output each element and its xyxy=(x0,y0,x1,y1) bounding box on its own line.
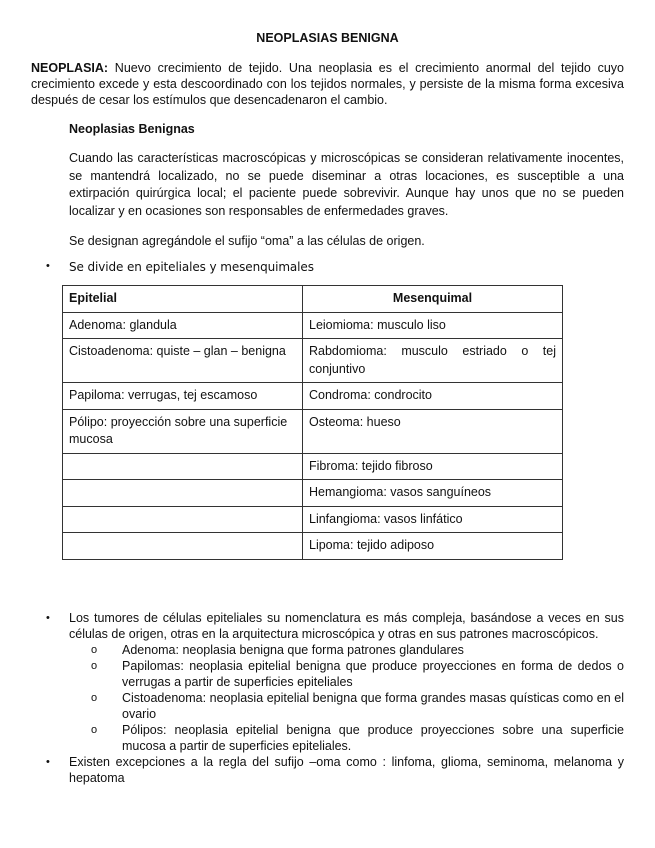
table-row xyxy=(63,383,563,410)
table-cell: Condroma: condrocito xyxy=(303,383,563,410)
intro-paragraph xyxy=(31,60,624,108)
table-cell: Fibroma: tejido fibroso xyxy=(303,453,563,480)
bullet-icon: • xyxy=(46,260,50,272)
paragraph-suffix-rule: Se designan agregándole el sufijo “oma” a las células de origen. xyxy=(69,234,425,248)
sub-list-item xyxy=(31,690,624,722)
table-row xyxy=(63,533,563,560)
bullet-division-text: Se divide en epiteliales y mesenquimales xyxy=(69,260,314,274)
classification-table xyxy=(62,285,563,560)
sub-bullet-icon: o xyxy=(91,692,98,704)
table-cell-empty xyxy=(63,533,303,560)
table-cell-empty xyxy=(63,480,303,507)
section-subheading: Neoplasias Benignas xyxy=(69,122,195,136)
header-mesenquimal: Mesenquimal xyxy=(303,286,563,313)
paragraph-benign-description: Cuando las características macroscópicas y microscópicas se consideran relativamente inocentes, se mantendrá localizado, no se puede diseminar a otras locaciones, es susceptible a una extirpación quirúrgica local; el paciente puede sobrevivir. Aunque hay unos que no se pueden localizar y en ocasiones son responsables de enfermedades graves. xyxy=(69,151,624,218)
table-row xyxy=(63,480,563,507)
sub-list-item-text: Papilomas: neoplasia epitelial benigna que produce proyecciones en forma de dedos o verrugas a partir de superficies epiteliales xyxy=(122,659,624,689)
table-header-row xyxy=(63,286,563,313)
table-cell: Cistoadenoma: quiste – glan – benigna xyxy=(63,339,303,383)
table-row xyxy=(63,506,563,533)
bullet-icon: • xyxy=(46,612,50,624)
sub-list-item-text: Pólipos: neoplasia epitelial benigna que produce proyecciones sobre una superficie mucosa a partir de superficies epiteliales. xyxy=(122,723,624,753)
intro-term: NEOPLASIA: xyxy=(31,61,109,75)
table-row xyxy=(63,339,563,383)
notes-list xyxy=(31,610,624,786)
list-item-text: Los tumores de células epiteliales su nomenclatura es más compleja, basándose a veces en sus células de origen, otras en la arquitectura microscópica y otras en sus patrones macroscópicos. xyxy=(69,611,624,641)
table-cell: Leiomioma: musculo liso xyxy=(303,312,563,339)
table-cell: Rabdomioma: musculo estriado o tej conjuntivo xyxy=(303,339,563,383)
table-cell: Adenoma: glandula xyxy=(63,312,303,339)
sub-bullet-icon: o xyxy=(91,660,98,672)
table-cell: Lipoma: tejido adiposo xyxy=(303,533,563,560)
table-cell: Hemangioma: vasos sanguíneos xyxy=(303,480,563,507)
list-item xyxy=(31,610,624,642)
sub-bullet-icon: o xyxy=(91,724,98,736)
bullet-icon: • xyxy=(46,756,50,768)
table-cell: Pólipo: proyección sobre una superficie mucosa xyxy=(63,409,303,453)
document-title: NEOPLASIAS BENIGNA xyxy=(256,31,399,45)
table-cell-empty xyxy=(63,453,303,480)
table-row xyxy=(63,453,563,480)
sub-list-item xyxy=(31,658,624,690)
sub-list-item xyxy=(31,642,624,658)
sub-list-item-text: Cistoadenoma: neoplasia epitelial benigna que forma grandes masas quísticas como en el ovario xyxy=(122,691,624,721)
list-item xyxy=(31,754,624,786)
table-cell-empty xyxy=(63,506,303,533)
sub-list-item xyxy=(31,722,624,754)
table-cell: Linfangioma: vasos linfático xyxy=(303,506,563,533)
sub-list-item-text: Adenoma: neoplasia benigna que forma patrones glandulares xyxy=(122,643,464,657)
table-row xyxy=(63,409,563,453)
list-item-text: Existen excepciones a la regla del sufijo –oma como : linfoma, glioma, seminoma, melanoma y hepatoma xyxy=(69,755,624,785)
table-row xyxy=(63,312,563,339)
intro-text: Nuevo crecimiento de tejido. Una neoplasia es el crecimiento anormal del tejido cuyo crecimiento excede y esta descoordinado con los tejidos normales, y persiste de la misma forma excesiva después de cesar los estímulos que desencadenaron el cambio. xyxy=(31,61,624,107)
header-epitelial: Epitelial xyxy=(63,286,303,313)
table-cell: Papiloma: verrugas, tej escamoso xyxy=(63,383,303,410)
table-cell: Osteoma: hueso xyxy=(303,409,563,453)
sub-bullet-icon: o xyxy=(91,644,98,656)
